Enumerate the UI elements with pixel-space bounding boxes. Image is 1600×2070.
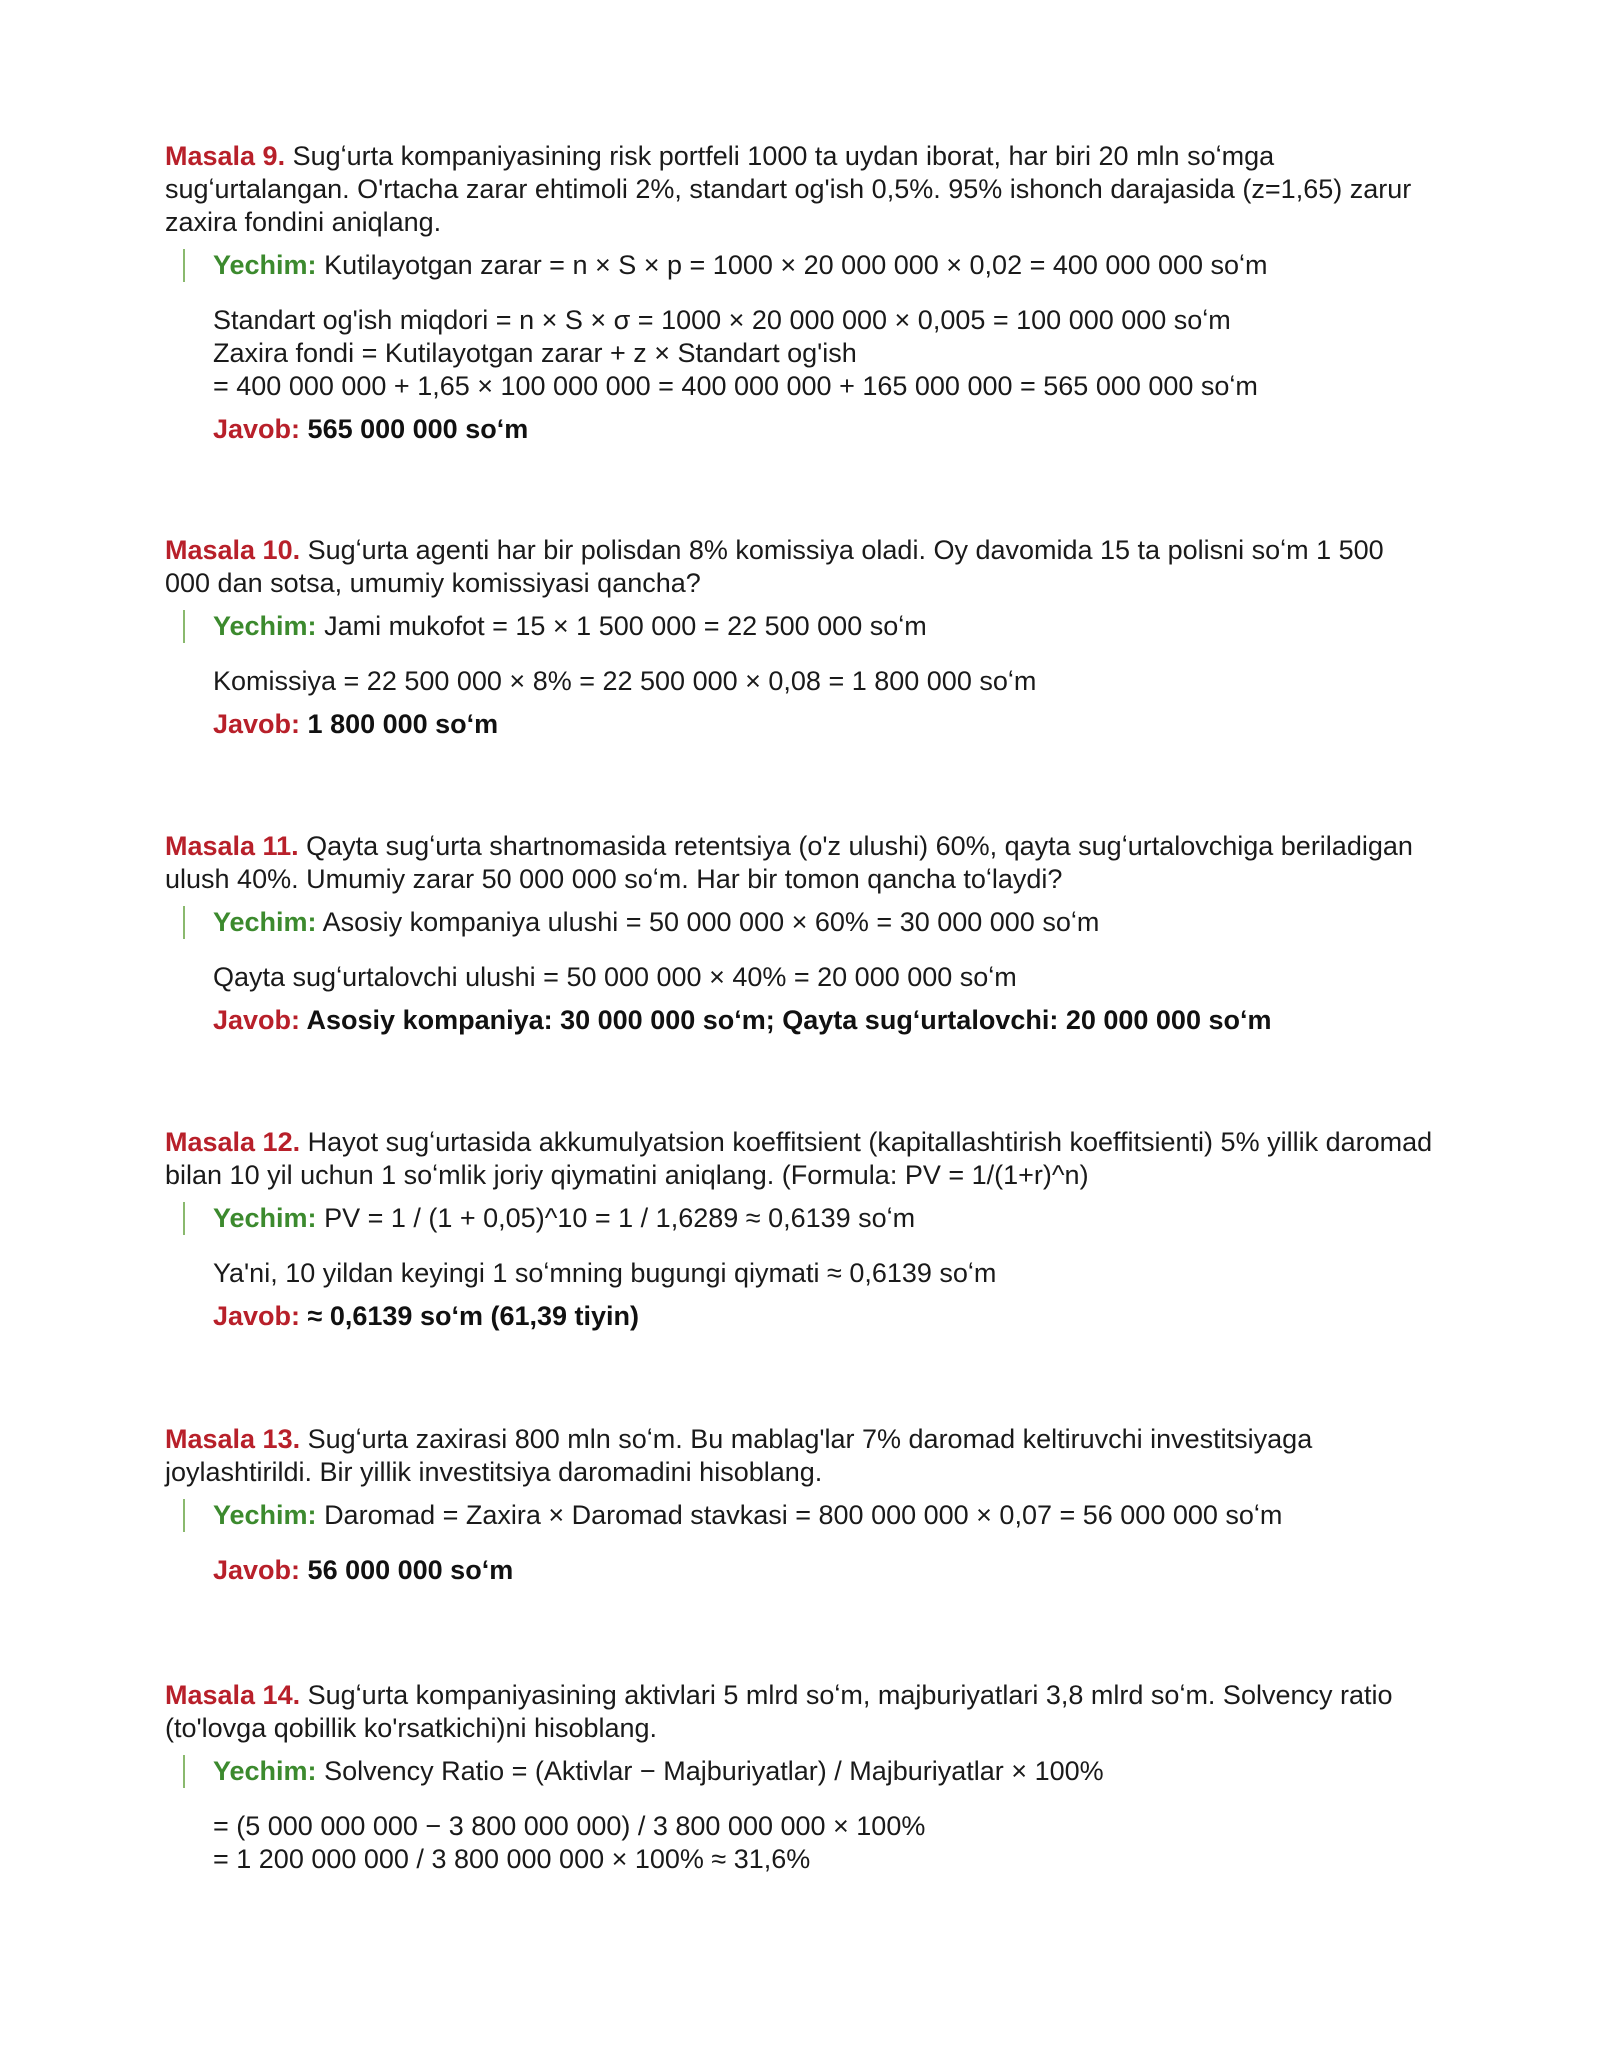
problem-text: Sugʻurta kompaniyasining aktivlari 5 mlrd soʻm, majburiyatlari 3,8 mlrd soʻm. Solvency ratio (to'lovga qobillik ko'rsatkichi)ni hisoblang. bbox=[165, 1680, 1393, 1743]
problem-13 bbox=[165, 1423, 1435, 1587]
problem-10 bbox=[165, 534, 1435, 741]
answer-label: Javob: bbox=[213, 709, 301, 739]
problem-title: Masala 12. bbox=[165, 1127, 301, 1157]
solution-label: Yechim: bbox=[213, 611, 317, 641]
solution-label: Yechim: bbox=[213, 250, 317, 280]
problem-text: Sugʻurta kompaniyasining risk portfeli 1000 ta uydan iborat, har biri 20 mln soʻmga sugʻurtalangan. O'rtacha zarar ehtimoli 2%, standart og'ish 0,5%. 95% ishonch darajasida (z=1,65) zarur zaxira fondini aniqlang. bbox=[165, 141, 1412, 237]
answer-label: Javob: bbox=[213, 1301, 301, 1331]
answer-label: Javob: bbox=[213, 1005, 301, 1035]
solution-label: Yechim: bbox=[213, 907, 317, 937]
problem-statement bbox=[165, 140, 1435, 239]
solution-first-line: Solvency Ratio = (Aktivlar − Majburiyatlar) / Majburiyatlar × 100% bbox=[324, 1756, 1104, 1786]
problem-11 bbox=[165, 830, 1435, 1037]
solution-step: = 1 200 000 000 / 3 800 000 000 × 100% ≈ 31,6% bbox=[213, 1844, 811, 1874]
problem-title: Masala 13. bbox=[165, 1424, 301, 1454]
solution-steps bbox=[213, 1810, 1435, 1876]
answer-value: ≈ 0,6139 soʻm (61,39 tiyin) bbox=[307, 1301, 640, 1331]
answer-line bbox=[213, 1300, 1435, 1333]
solution-block bbox=[183, 249, 1435, 282]
solution-first-line: Asosiy kompaniya ulushi = 50 000 000 × 60% = 30 000 000 soʻm bbox=[322, 907, 1100, 937]
answer-value: Asosiy kompaniya: 30 000 000 soʻm; Qayta sugʻurtalovchi: 20 000 000 soʻm bbox=[306, 1005, 1272, 1035]
problem-text: Qayta sugʻurta shartnomasida retentsiya (o'z ulushi) 60%, qayta sugʻurtalovchiga beriladigan ulush 40%. Umumiy zarar 50 000 000 soʻm. Har bir tomon qancha toʻlaydi? bbox=[165, 831, 1413, 894]
solution-label: Yechim: bbox=[213, 1203, 317, 1233]
answer-line bbox=[213, 1554, 1435, 1587]
solution-block bbox=[183, 906, 1435, 939]
problem-14 bbox=[165, 1679, 1435, 1876]
answer-value: 565 000 000 soʻm bbox=[307, 414, 529, 444]
solution-block bbox=[183, 1755, 1435, 1788]
problem-statement bbox=[165, 1126, 1435, 1192]
problem-statement bbox=[165, 830, 1435, 896]
answer-value: 56 000 000 soʻm bbox=[307, 1555, 514, 1585]
answer-value: 1 800 000 soʻm bbox=[307, 709, 499, 739]
solution-step: Ya'ni, 10 yildan keyingi 1 soʻmning bugungi qiymati ≈ 0,6139 soʻm bbox=[213, 1258, 997, 1288]
solution-first-line: Daromad = Zaxira × Daromad stavkasi = 800 000 000 × 0,07 = 56 000 000 soʻm bbox=[324, 1500, 1283, 1530]
solution-steps bbox=[213, 304, 1435, 403]
problem-title: Masala 10. bbox=[165, 535, 301, 565]
solution-block bbox=[183, 610, 1435, 643]
answer-label: Javob: bbox=[213, 414, 301, 444]
solution-steps bbox=[213, 1257, 1435, 1290]
problem-title: Masala 14. bbox=[165, 1680, 301, 1710]
solution-steps bbox=[213, 665, 1435, 698]
solution-step: Qayta sugʻurtalovchi ulushi = 50 000 000 × 40% = 20 000 000 soʻm bbox=[213, 962, 1017, 992]
problem-text: Sugʻurta zaxirasi 800 mln soʻm. Bu mablag'lar 7% daromad keltiruvchi investitsiyaga joylashtirildi. Bir yillik investitsiya daromadini hisoblang. bbox=[165, 1424, 1313, 1487]
solution-step: Standart og'ish miqdori = n × S × σ = 1000 × 20 000 000 × 0,005 = 100 000 000 soʻm bbox=[213, 305, 1231, 335]
problem-text: Hayot sugʻurtasida akkumulyatsion koeffitsient (kapitallashtirish koeffitsienti) 5% yillik daromad bilan 10 yil uchun 1 soʻmlik joriy qiymatini aniqlang. (Formula: PV = 1/(1+r)^n) bbox=[165, 1127, 1433, 1190]
solution-block bbox=[183, 1202, 1435, 1235]
answer-label: Javob: bbox=[213, 1555, 301, 1585]
solution-step: Zaxira fondi = Kutilayotgan zarar + z × Standart og'ish bbox=[213, 338, 857, 368]
problem-title: Masala 11. bbox=[165, 831, 299, 861]
solution-step: Komissiya = 22 500 000 × 8% = 22 500 000 × 0,08 = 1 800 000 soʻm bbox=[213, 666, 1037, 696]
answer-line bbox=[213, 708, 1435, 741]
answer-line bbox=[213, 413, 1435, 446]
solution-step: = (5 000 000 000 − 3 800 000 000) / 3 800 000 000 × 100% bbox=[213, 1811, 926, 1841]
problem-statement bbox=[165, 1423, 1435, 1489]
problem-12 bbox=[165, 1126, 1435, 1333]
problem-statement bbox=[165, 1679, 1435, 1745]
solution-block bbox=[183, 1499, 1435, 1532]
problem-9 bbox=[165, 140, 1435, 446]
problem-title: Masala 9. bbox=[165, 141, 286, 171]
answer-line bbox=[213, 1004, 1435, 1037]
solution-steps bbox=[213, 961, 1435, 994]
solution-step: = 400 000 000 + 1,65 × 100 000 000 = 400 000 000 + 165 000 000 = 565 000 000 soʻm bbox=[213, 371, 1258, 401]
solution-first-line: PV = 1 / (1 + 0,05)^10 = 1 / 1,6289 ≈ 0,6139 soʻm bbox=[324, 1203, 916, 1233]
solution-label: Yechim: bbox=[213, 1500, 317, 1530]
solution-first-line: Jami mukofot = 15 × 1 500 000 = 22 500 000 soʻm bbox=[324, 611, 927, 641]
solution-label: Yechim: bbox=[213, 1756, 317, 1786]
problem-text: Sugʻurta agenti har bir polisdan 8% komissiya oladi. Oy davomida 15 ta polisni soʻm 1 500 000 dan sotsa, umumiy komissiyasi qancha? bbox=[165, 535, 1384, 598]
solution-first-line: Kutilayotgan zarar = n × S × p = 1000 × 20 000 000 × 0,02 = 400 000 000 soʻm bbox=[324, 250, 1268, 280]
problem-statement bbox=[165, 534, 1435, 600]
